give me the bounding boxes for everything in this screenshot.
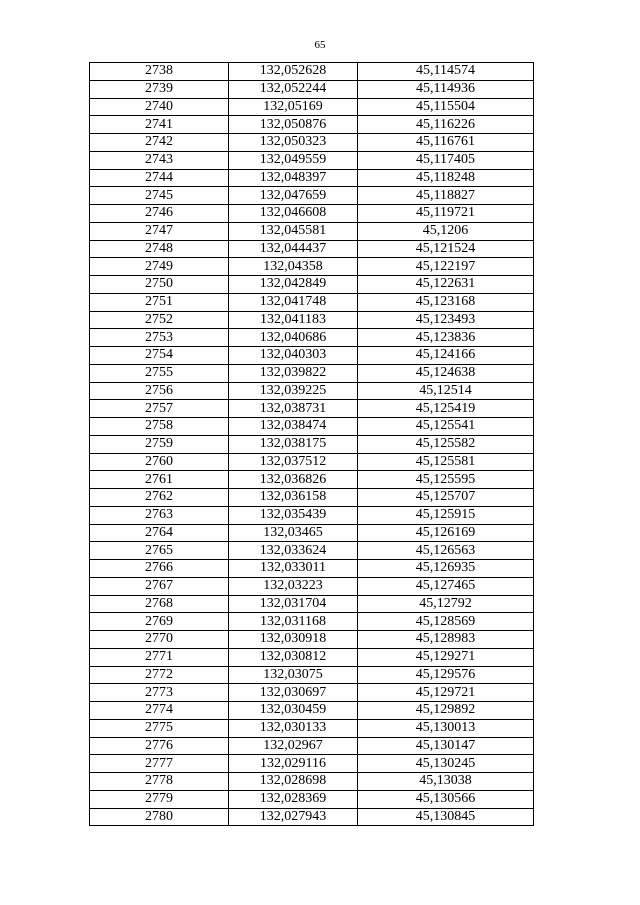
latitude-cell: 45,114574	[358, 63, 534, 81]
latitude-cell: 45,12514	[358, 382, 534, 400]
table-row	[90, 702, 534, 720]
longitude-cell: 132,033624	[229, 542, 358, 560]
longitude-cell: 132,035439	[229, 506, 358, 524]
longitude-cell: 132,052244	[229, 80, 358, 98]
latitude-cell: 45,124166	[358, 347, 534, 365]
longitude-cell: 132,038175	[229, 435, 358, 453]
latitude-cell: 45,126935	[358, 560, 534, 578]
latitude-cell: 45,123836	[358, 329, 534, 347]
latitude-cell: 45,129892	[358, 702, 534, 720]
point-number-cell: 2744	[90, 169, 229, 187]
point-number-cell: 2775	[90, 719, 229, 737]
table-row	[90, 258, 534, 276]
table-row	[90, 364, 534, 382]
point-number-cell: 2770	[90, 631, 229, 649]
table-row	[90, 577, 534, 595]
latitude-cell: 45,118827	[358, 187, 534, 205]
table-row	[90, 169, 534, 187]
table-row	[90, 808, 534, 826]
latitude-cell: 45,121524	[358, 240, 534, 258]
longitude-cell: 132,036826	[229, 471, 358, 489]
table-row	[90, 240, 534, 258]
table-row	[90, 329, 534, 347]
longitude-cell: 132,04358	[229, 258, 358, 276]
longitude-cell: 132,041183	[229, 311, 358, 329]
latitude-cell: 45,125541	[358, 418, 534, 436]
longitude-cell: 132,030918	[229, 631, 358, 649]
point-number-cell: 2748	[90, 240, 229, 258]
longitude-cell: 132,040686	[229, 329, 358, 347]
latitude-cell: 45,115504	[358, 98, 534, 116]
table-row	[90, 666, 534, 684]
point-number-cell: 2778	[90, 773, 229, 791]
point-number-cell: 2749	[90, 258, 229, 276]
point-number-cell: 2738	[90, 63, 229, 81]
longitude-cell: 132,02967	[229, 737, 358, 755]
point-number-cell: 2765	[90, 542, 229, 560]
latitude-cell: 45,126169	[358, 524, 534, 542]
longitude-cell: 132,03465	[229, 524, 358, 542]
point-number-cell: 2743	[90, 151, 229, 169]
point-number-cell: 2756	[90, 382, 229, 400]
latitude-cell: 45,128569	[358, 613, 534, 631]
latitude-cell: 45,125915	[358, 506, 534, 524]
table-row	[90, 435, 534, 453]
point-number-cell: 2758	[90, 418, 229, 436]
point-number-cell: 2774	[90, 702, 229, 720]
longitude-cell: 132,031168	[229, 613, 358, 631]
table-row	[90, 755, 534, 773]
table-row	[90, 134, 534, 152]
longitude-cell: 132,040303	[229, 347, 358, 365]
latitude-cell: 45,114936	[358, 80, 534, 98]
latitude-cell: 45,123493	[358, 311, 534, 329]
point-number-cell: 2742	[90, 134, 229, 152]
table-row	[90, 719, 534, 737]
point-number-cell: 2739	[90, 80, 229, 98]
longitude-cell: 132,028369	[229, 790, 358, 808]
longitude-cell: 132,030133	[229, 719, 358, 737]
coordinates-table-body	[90, 63, 534, 826]
point-number-cell: 2764	[90, 524, 229, 542]
point-number-cell: 2769	[90, 613, 229, 631]
point-number-cell: 2757	[90, 400, 229, 418]
longitude-cell: 132,041748	[229, 293, 358, 311]
table-row	[90, 773, 534, 791]
point-number-cell: 2745	[90, 187, 229, 205]
point-number-cell: 2767	[90, 577, 229, 595]
point-number-cell: 2780	[90, 808, 229, 826]
point-number-cell: 2741	[90, 116, 229, 134]
table-row	[90, 595, 534, 613]
point-number-cell: 2753	[90, 329, 229, 347]
latitude-cell: 45,125582	[358, 435, 534, 453]
point-number-cell: 2759	[90, 435, 229, 453]
latitude-cell: 45,129721	[358, 684, 534, 702]
latitude-cell: 45,130013	[358, 719, 534, 737]
point-number-cell: 2747	[90, 222, 229, 240]
point-number-cell: 2752	[90, 311, 229, 329]
point-number-cell: 2777	[90, 755, 229, 773]
point-number-cell: 2779	[90, 790, 229, 808]
longitude-cell: 132,030459	[229, 702, 358, 720]
latitude-cell: 45,126563	[358, 542, 534, 560]
table-row	[90, 382, 534, 400]
latitude-cell: 45,125581	[358, 453, 534, 471]
table-row	[90, 222, 534, 240]
longitude-cell: 132,048397	[229, 169, 358, 187]
table-row	[90, 613, 534, 631]
table-row	[90, 542, 534, 560]
longitude-cell: 132,037512	[229, 453, 358, 471]
latitude-cell: 45,13038	[358, 773, 534, 791]
table-row	[90, 471, 534, 489]
longitude-cell: 132,030812	[229, 648, 358, 666]
longitude-cell: 132,03223	[229, 577, 358, 595]
table-row	[90, 648, 534, 666]
latitude-cell: 45,127465	[358, 577, 534, 595]
table-row	[90, 453, 534, 471]
table-row	[90, 80, 534, 98]
latitude-cell: 45,130147	[358, 737, 534, 755]
longitude-cell: 132,038731	[229, 400, 358, 418]
point-number-cell: 2740	[90, 98, 229, 116]
longitude-cell: 132,05169	[229, 98, 358, 116]
latitude-cell: 45,1206	[358, 222, 534, 240]
point-number-cell: 2768	[90, 595, 229, 613]
point-number-cell: 2755	[90, 364, 229, 382]
latitude-cell: 45,116226	[358, 116, 534, 134]
point-number-cell: 2746	[90, 205, 229, 223]
latitude-cell: 45,122631	[358, 276, 534, 294]
latitude-cell: 45,125595	[358, 471, 534, 489]
coordinates-table	[89, 62, 534, 826]
longitude-cell: 132,029116	[229, 755, 358, 773]
longitude-cell: 132,03075	[229, 666, 358, 684]
longitude-cell: 132,027943	[229, 808, 358, 826]
longitude-cell: 132,050876	[229, 116, 358, 134]
latitude-cell: 45,122197	[358, 258, 534, 276]
longitude-cell: 132,030697	[229, 684, 358, 702]
table-row	[90, 560, 534, 578]
table-row	[90, 737, 534, 755]
latitude-cell: 45,117405	[358, 151, 534, 169]
table-row	[90, 524, 534, 542]
point-number-cell: 2762	[90, 489, 229, 507]
table-row	[90, 311, 534, 329]
latitude-cell: 45,130845	[358, 808, 534, 826]
point-number-cell: 2773	[90, 684, 229, 702]
longitude-cell: 132,049559	[229, 151, 358, 169]
latitude-cell: 45,116761	[358, 134, 534, 152]
latitude-cell: 45,118248	[358, 169, 534, 187]
longitude-cell: 132,046608	[229, 205, 358, 223]
table-row	[90, 631, 534, 649]
point-number-cell: 2772	[90, 666, 229, 684]
point-number-cell: 2763	[90, 506, 229, 524]
table-row	[90, 63, 534, 81]
longitude-cell: 132,028698	[229, 773, 358, 791]
point-number-cell: 2766	[90, 560, 229, 578]
longitude-cell: 132,039225	[229, 382, 358, 400]
latitude-cell: 45,119721	[358, 205, 534, 223]
table-row	[90, 293, 534, 311]
point-number-cell: 2760	[90, 453, 229, 471]
longitude-cell: 132,052628	[229, 63, 358, 81]
latitude-cell: 45,12792	[358, 595, 534, 613]
longitude-cell: 132,033011	[229, 560, 358, 578]
latitude-cell: 45,124638	[358, 364, 534, 382]
longitude-cell: 132,044437	[229, 240, 358, 258]
longitude-cell: 132,050323	[229, 134, 358, 152]
table-row	[90, 205, 534, 223]
point-number-cell: 2754	[90, 347, 229, 365]
point-number-cell: 2771	[90, 648, 229, 666]
table-row	[90, 116, 534, 134]
latitude-cell: 45,130566	[358, 790, 534, 808]
table-row	[90, 684, 534, 702]
table-row	[90, 489, 534, 507]
table-row	[90, 418, 534, 436]
table-row	[90, 506, 534, 524]
longitude-cell: 132,031704	[229, 595, 358, 613]
table-row	[90, 276, 534, 294]
longitude-cell: 132,036158	[229, 489, 358, 507]
longitude-cell: 132,039822	[229, 364, 358, 382]
table-row	[90, 187, 534, 205]
table-row	[90, 400, 534, 418]
latitude-cell: 45,128983	[358, 631, 534, 649]
longitude-cell: 132,047659	[229, 187, 358, 205]
latitude-cell: 45,125419	[358, 400, 534, 418]
latitude-cell: 45,125707	[358, 489, 534, 507]
longitude-cell: 132,042849	[229, 276, 358, 294]
latitude-cell: 45,129576	[358, 666, 534, 684]
table-row	[90, 790, 534, 808]
longitude-cell: 132,038474	[229, 418, 358, 436]
latitude-cell: 45,130245	[358, 755, 534, 773]
table-row	[90, 98, 534, 116]
point-number-cell: 2761	[90, 471, 229, 489]
point-number-cell: 2750	[90, 276, 229, 294]
table-row	[90, 151, 534, 169]
latitude-cell: 45,123168	[358, 293, 534, 311]
point-number-cell: 2776	[90, 737, 229, 755]
page-number: 65	[314, 39, 326, 51]
longitude-cell: 132,045581	[229, 222, 358, 240]
table-row	[90, 347, 534, 365]
latitude-cell: 45,129271	[358, 648, 534, 666]
point-number-cell: 2751	[90, 293, 229, 311]
